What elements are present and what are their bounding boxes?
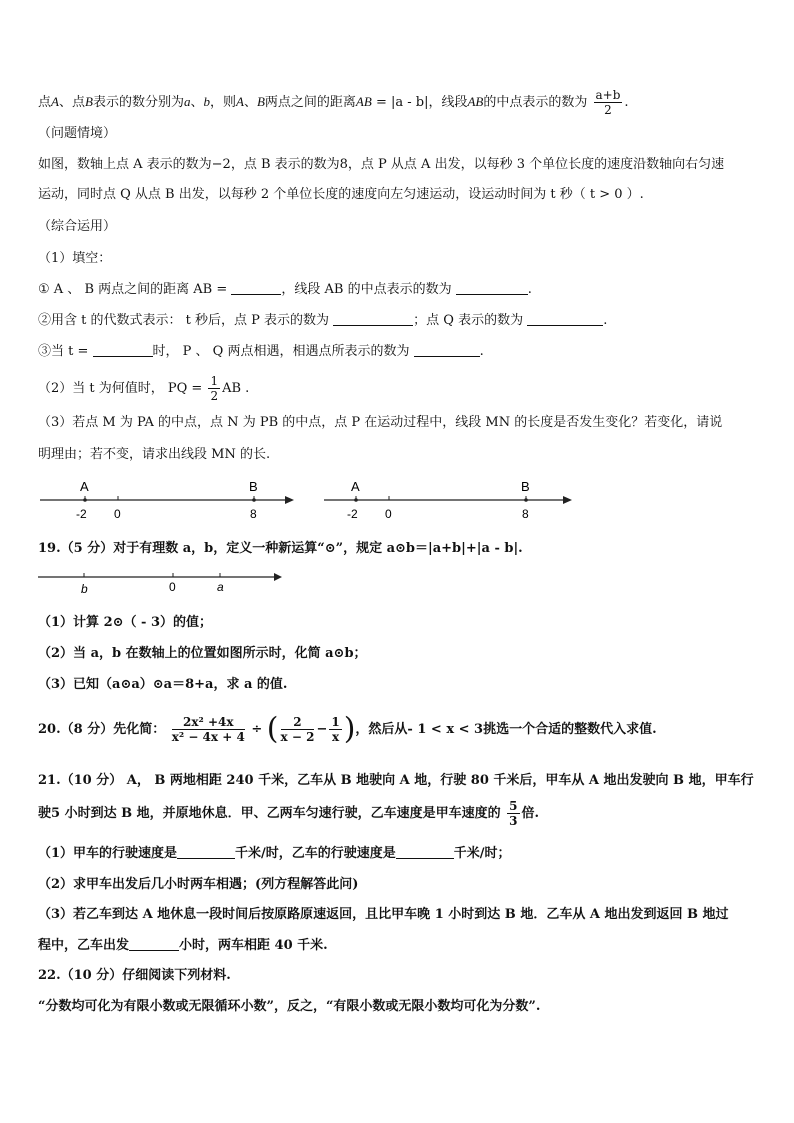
text: 千米/时； [453, 846, 511, 861]
arrow-head [285, 496, 294, 504]
text: （1）甲车的行驶速度是 [38, 846, 178, 861]
text: AB . [222, 381, 250, 396]
tick-label-0: 0 [114, 507, 121, 521]
answer-blank[interactable] [231, 281, 281, 295]
answer-blank[interactable] [396, 845, 454, 859]
right-paren: ) [343, 711, 356, 747]
fraction-numerator: 1 [331, 715, 340, 729]
situation-line-1: 如图，数轴上点 A 表示的数为−2，点 B 表示的数为8，点 P 从点 A 出发，以每秒 3 个单位长度的速度沿数轴向右匀速 [38, 157, 725, 172]
label-a: A [351, 479, 360, 494]
arrow-head [274, 573, 282, 581]
label-a: A [80, 479, 89, 494]
answer-blank[interactable] [129, 937, 179, 951]
text: 时， P 、 Q 两点相遇，相遇点所表示的数为 [152, 344, 410, 359]
tick-label-8: 8 [250, 507, 257, 521]
text: ②用含 t 的代数式表示： t 秒后，点 P 表示的数为 [38, 313, 329, 328]
fraction-denominator: 2 [604, 103, 612, 117]
text: （2）当 t 为何值时， PQ = [38, 381, 203, 396]
q1-title: （1）填空： [38, 251, 112, 266]
situation-heading: （问题情境） [38, 126, 117, 141]
q22-material: “分数均可化为有限小数或无限循环小数”，反之，“有限小数或无限小数均可化为分数”. [38, 999, 541, 1014]
q3-line-2: 明理由；若不变，请求出线段 MN 的长. [38, 447, 271, 462]
intro-line [38, 88, 629, 117]
minus-sign: − [316, 722, 328, 737]
number-line-right [324, 479, 572, 521]
left-paren: ( [266, 711, 279, 747]
text: 倍. [521, 806, 540, 821]
point-b [252, 498, 256, 502]
tick-label-0: 0 [385, 507, 392, 521]
fraction-denominator: x − 2 [280, 730, 315, 744]
tick-label-a: a [217, 580, 224, 594]
label-b: B [521, 479, 530, 494]
half-fraction [208, 374, 220, 403]
q21-part-2: （2）求甲车出发后几小时两车相遇；(列方程解答此问) [38, 877, 359, 892]
text: ；点 Q 表示的数为 [413, 313, 524, 328]
text: 表示的数分别为 [92, 95, 184, 110]
q21-part-1 [38, 845, 511, 863]
fraction-denominator: 3 [509, 814, 518, 828]
application-heading: （综合运用） [38, 219, 117, 234]
text: ，然后从- 1 < x < 3挑选一个合适的整数代入求值. [355, 722, 657, 737]
arrow-head [563, 496, 572, 504]
number-line-figures [38, 474, 598, 526]
var: b [203, 94, 210, 109]
q20-line [38, 712, 657, 748]
text: ，则 [209, 95, 236, 110]
fraction-numerator: 5 [509, 799, 518, 813]
text: 程中，乙车出发 [38, 938, 130, 953]
point-a [354, 498, 358, 502]
answer-blank[interactable] [93, 343, 153, 357]
q21-line-1: 21.（10 分） A， B 两地相距 240 千米，乙车从 B 地驶向 A 地，行驶 80 千米后，甲车从 A 地出发驶向 B 地，甲车行 [38, 773, 754, 788]
q22-title: 22.（10 分）仔细阅读下列材料. [38, 968, 231, 983]
q19-part-2: （2）当 a，b 在数轴上的位置如图所示时，化简 a⊙b； [38, 646, 367, 661]
var: A [51, 94, 59, 109]
text: 小时，两车相距 40 千米. [179, 938, 328, 953]
q21-part-3-line-2 [38, 937, 328, 955]
text: 点 [38, 95, 52, 110]
q19-title: 19.（5 分）对于有理数 a，b，定义一种新运算“⊙”，规定 a⊙b＝|a+b|+|a - b|. [38, 541, 523, 556]
answer-blank[interactable] [177, 845, 235, 859]
number-line-left [40, 479, 294, 521]
fraction-denominator: 2 [210, 389, 219, 403]
text: 的中点表示的数为 [483, 95, 588, 110]
answer-blank[interactable] [333, 312, 413, 326]
fraction-numerator: 2 [281, 715, 315, 730]
text: . [624, 95, 629, 110]
q20-fraction-3 [329, 715, 341, 744]
fraction-denominator: x² − 4x + 4 [171, 730, 245, 744]
text: 、 [243, 95, 257, 110]
fraction-denominator: x [331, 730, 340, 744]
text: 千米/时，乙车的行驶速度是 [235, 846, 396, 861]
speed-ratio-fraction [507, 799, 519, 828]
q21-part-3-line-1: （3）若乙车到达 A 地休息一段时间后按原路原速返回，且比甲车晚 1 小时到达 B 地．乙车从 A 地出发到返回 B 地过 [38, 907, 729, 922]
tick-label-b: b [81, 582, 88, 596]
fraction-numerator: a+b [595, 88, 621, 102]
text: 、 [190, 95, 204, 110]
text: ① A 、 B 两点之间的距离 AB = [38, 282, 228, 297]
answer-blank[interactable] [527, 312, 603, 326]
fraction-numerator: 2x² +4x [172, 715, 245, 730]
text: 驶5 小时到达 B 地，并原地休息．甲、乙两车匀速行驶，乙车速度是甲车速度的 [38, 806, 501, 821]
q20-fraction-1 [172, 715, 245, 744]
var: A [235, 94, 244, 109]
tick-label-0: 0 [169, 580, 176, 594]
answer-blank[interactable] [414, 343, 480, 357]
answer-blank[interactable] [456, 281, 528, 295]
var: AB [355, 94, 372, 109]
situation-line-2: 运动，同时点 Q 从点 B 出发，以每秒 2 个单位长度的速度向左匀速运动，设运动时间为 t 秒（ t > 0 ）. [38, 187, 644, 202]
text: 、点 [58, 95, 85, 110]
q3-line-1: （3）若点 M 为 PA 的中点，点 N 为 PB 的中点，点 P 在运动过程中，线段 MN 的长度是否发生变化？若变化，请说 [38, 415, 723, 430]
q1b-line: ②用含 t 的代数式表示： t 秒后，点 P 表示的数为 ；点 Q 表示的数为 . [38, 313, 608, 328]
q2-line [38, 374, 249, 403]
text: 两点之间的距离 [264, 95, 356, 110]
tick-label-neg2: -2 [76, 507, 87, 521]
text: ③当 t = [38, 344, 89, 359]
var: a [183, 94, 191, 109]
var: B [84, 94, 93, 109]
point-b [524, 498, 528, 502]
var: B [256, 94, 265, 109]
q19-number-line [38, 566, 288, 596]
var: AB [467, 94, 484, 109]
text: 20.（8 分）先化简： [38, 722, 166, 737]
text: = |a - b|，线段 [371, 95, 468, 110]
divide-sign: ÷ [251, 722, 263, 737]
text: ，线段 AB 的中点表示的数为 [281, 282, 452, 297]
q21-line-2 [38, 798, 539, 830]
q20-fraction-2 [281, 715, 315, 744]
q1a-line: ① A 、 B 两点之间的距离 AB = ，线段 AB 的中点表示的数为 . [38, 282, 532, 297]
q19-part-1: （1）计算 2⊙（ - 3）的值； [38, 615, 213, 630]
q1c-line: ③当 t = 时， P 、 Q 两点相遇，相遇点所表示的数为 . [38, 344, 484, 359]
point-a [83, 498, 87, 502]
tick-label-8: 8 [522, 507, 529, 521]
tick-label-neg2: -2 [347, 507, 358, 521]
midpoint-fraction [594, 88, 623, 117]
label-b: B [249, 479, 258, 494]
q19-part-3: （3）已知（a⊙a）⊙a＝8+a，求 a 的值. [38, 677, 288, 692]
fraction-numerator: 1 [210, 374, 219, 388]
